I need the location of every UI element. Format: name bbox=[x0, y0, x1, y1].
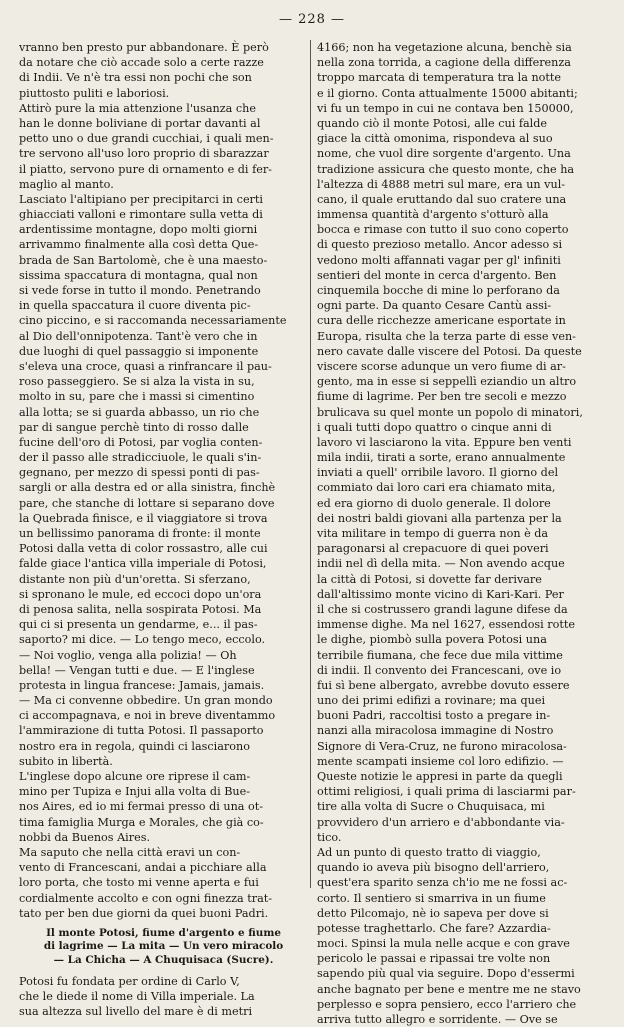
text-line: moci. Spinsi la mula nelle acque e con grave bbox=[317, 937, 570, 951]
text-line: si vede forse in tutto il mondo. Penetrando bbox=[19, 284, 261, 297]
text-line: la Quebrada finisce, e il viaggiatore si trova bbox=[19, 511, 268, 525]
text-line: provvidero d'un arriero e d'abbondante via- bbox=[317, 815, 565, 829]
text-line: — La Chicha — A Chuquisaca (Sucre). bbox=[53, 954, 274, 967]
text-line: potesse traghettarlo. Che fare? Azzardia- bbox=[317, 921, 551, 935]
text-line: vedono molti affannati vagar per gl' infiniti bbox=[317, 253, 561, 267]
left-text-block-continued bbox=[19, 974, 308, 1020]
text-line: dei nostri baldi giovani alla partenza per la bbox=[317, 511, 562, 525]
text-line: giace la città omonima, rispondeva al suo bbox=[317, 132, 553, 146]
text-line: troppo marcata di temperatura tra la notte bbox=[317, 71, 562, 85]
text-line: perplesso e sopra pensiero, ecco l'arriero che bbox=[317, 997, 577, 1011]
text-line: inviati a quell' orribile lavoro. Il giorno del bbox=[317, 466, 559, 480]
text-line: buoni Padri, raccoltisi tosto a pregare in- bbox=[317, 709, 551, 723]
text-line: maglio al manto. bbox=[19, 177, 114, 191]
text-line: di indii. Il convento dei Francescani, ove io bbox=[317, 663, 562, 677]
text-line: commiato dai loro cari era chiamato mita, bbox=[317, 481, 556, 495]
left-text-block bbox=[19, 40, 308, 921]
text-line: Il monte Potosi, fiume d'argento e fiume bbox=[46, 926, 281, 939]
text-line: paragonarsi al crepacuore di quei poveri bbox=[317, 542, 549, 556]
text-line: sentieri del monte in cerca d'argento. Ben bbox=[317, 268, 557, 282]
text-line: ed era giorno di duolo generale. Il dolore bbox=[317, 496, 551, 510]
text-line: loro porta, che tosto mi venne aperta e fui bbox=[19, 876, 259, 890]
text-line: — Noi voglio, venga alla polizia! — Oh bbox=[19, 648, 237, 662]
text-line: vita militare in tempo di guerra non è da bbox=[317, 527, 549, 540]
text-line: quando io aveva più bisogno dell'arriero, bbox=[317, 861, 550, 875]
text-line: L'inglese dopo alcune ore riprese il cam- bbox=[19, 770, 251, 783]
text-line: detto Pilcomajo, nè io sapeva per dove si bbox=[317, 906, 549, 920]
text-line: di lagrime — La mita — Un vero miracolo bbox=[43, 940, 284, 953]
text-line: Europa, risulta che la terza parte di esse ven- bbox=[317, 329, 576, 343]
text-line: ghiacciati valloni e rimontare sulla vetta di bbox=[19, 208, 263, 222]
text-line: pericolo le passai e ripassai tre volte non bbox=[317, 952, 551, 966]
text-line: nobbi da Buenos Aires. bbox=[19, 830, 150, 844]
text-line: l'ammirazione di tutta Potosi. Il passaporto bbox=[19, 724, 264, 738]
text-line: piuttosto puliti e laboriosi. bbox=[19, 86, 170, 100]
text-line: due luoghi di quel passaggio si imponente bbox=[19, 344, 259, 358]
text-line: mino per Tupiza e Injui alla volta di Bue- bbox=[19, 785, 251, 799]
text-line: petto uno o due grandi cucchiai, i quali men- bbox=[19, 132, 274, 146]
text-line: uno dei primi edifizi a rovinare; ma quei bbox=[317, 694, 546, 708]
text-line: distante non più d'un'oretta. Si sferzano, bbox=[19, 572, 251, 586]
text-line: viscere scorse adunque un vero fiume di ar- bbox=[317, 359, 566, 373]
text-line: brada de San Bartolomè, che è una maesto- bbox=[19, 253, 268, 267]
text-line: ci accompagnava, e noi in breve diventammo bbox=[19, 709, 276, 723]
text-line: Queste notizie le appresi in parte da quegli bbox=[317, 770, 563, 783]
column-divider bbox=[310, 40, 311, 888]
text-line: un bellissimo panorama di fronte: il monte bbox=[19, 527, 261, 540]
text-line: par di sangue perchè tinto di rosso dalle bbox=[19, 420, 249, 434]
text-line: quando ciò il monte Potosi, alle cui falde bbox=[317, 116, 548, 130]
text-line: cino piccino, e si raccomanda necessariamente bbox=[19, 314, 287, 328]
text-line: bella! — Vengan tutti e due. — E l'inglese bbox=[19, 663, 255, 677]
text-line: sissima spaccatura di montagna, qual non bbox=[19, 268, 258, 282]
text-line: corto. Il sentiero si smarriva in un fiume bbox=[317, 891, 546, 905]
text-line: cinquemila bocche di mine lo perforano da bbox=[317, 284, 560, 297]
text-line: immensa quantità d'argento s'otturò alla bbox=[317, 208, 549, 222]
text-line: lavoro vi lasciarono la vita. Eppure ben venti bbox=[317, 435, 572, 449]
text-line: sua altezza sul livello del mare è di metri bbox=[19, 1005, 253, 1019]
text-line: ardentissime montagne, dopo molti giorni bbox=[19, 223, 258, 237]
text-line: da notare che ciò accade solo a certe razze bbox=[19, 56, 264, 70]
text-line: ogni parte. Da quanto Cesare Cantù assi- bbox=[317, 299, 552, 313]
text-line: dall'altissimo monte vicino di Kari-Kari. Per bbox=[317, 587, 564, 601]
text-line: che le diede il nome di Villa imperiale. La bbox=[19, 989, 255, 1003]
text-line: saporto? mi dice. — Lo tengo meco, eccolo. bbox=[19, 633, 266, 647]
text-line: fiume di lagrime. Per ben tre secoli e mezzo bbox=[317, 390, 567, 404]
text-line: di questo prezioso metallo. Ancor adesso si bbox=[317, 238, 563, 252]
text-line: 4166; non ha vegetazione alcuna, benchè sia bbox=[317, 41, 572, 54]
text-line: i quali tutti dopo quattro o cinque anni di bbox=[317, 420, 552, 434]
text-line: der il passo alle stradicciuole, le quali s'in- bbox=[19, 451, 262, 465]
right-text-block bbox=[317, 40, 606, 1027]
text-line: — Ma ci convenne obbedire. Un gran mondo bbox=[19, 694, 273, 708]
text-line: nos Aires, ed io mi fermai presso di una ot- bbox=[19, 800, 264, 814]
text-line: si spronano le mule, ed eccoci dopo un'ora bbox=[19, 587, 262, 601]
text-line: han le donne boliviane di portar davanti al bbox=[19, 116, 261, 130]
text-line: Attirò pure la mia attenzione l'usanza che bbox=[19, 101, 256, 115]
text-line: tico. bbox=[317, 830, 342, 844]
text-line: anche bagnato per bene e mentre me ne stavo bbox=[317, 982, 581, 996]
text-line: nero cavate dalle viscere del Potosi. Da queste bbox=[317, 344, 582, 358]
text-line: e il giorno. Conta attualmente 15000 abitanti; bbox=[317, 86, 578, 100]
text-line: pare, che stanche di lottare si separano dove bbox=[19, 496, 275, 510]
text-line: Ad un punto di questo tratto di viaggio, bbox=[317, 845, 541, 859]
text-line: sapendo più qual via seguire. Dopo d'essermi bbox=[317, 967, 575, 981]
text-line: vi fu un tempo in cui ne contava ben 150000, bbox=[317, 101, 574, 115]
text-line: tre servono all'uso loro proprio di sbarazzar bbox=[19, 147, 269, 161]
text-line: Signore di Vera-Cruz, ne furono miracolosa- bbox=[317, 739, 567, 753]
text-line: protesta in lingua francese: Jamais, jamais. bbox=[19, 678, 265, 692]
text-line: il che si costrussero grandi lagune difese da bbox=[317, 602, 568, 616]
text-line: mila indii, tirati a sorte, erano annualmente bbox=[317, 451, 566, 465]
text-line: cordialmente accolto e con ogni finezza trat- bbox=[19, 891, 273, 905]
text-line: le dighe, piombò sulla povera Potosi una bbox=[317, 633, 547, 647]
left-column bbox=[19, 40, 308, 1019]
text-line: nostro era in regola, quindi ci lasciarono bbox=[19, 739, 250, 753]
text-line: cano, il quale eruttando dal suo cratere una bbox=[317, 192, 567, 206]
text-line: subito in libertà. bbox=[19, 754, 113, 768]
text-line: molto in su, pare che i massi si cimentino bbox=[19, 390, 255, 404]
text-line: di Indii. Ve n'è tra essi non pochi che son bbox=[19, 71, 252, 85]
text-line: alla lotta; se si guarda abbasso, un rio che bbox=[19, 405, 260, 419]
text-line: tima famiglia Murga e Morales, che già co- bbox=[19, 815, 264, 829]
text-line: l'altezza di 4888 metri sul mare, era un vul- bbox=[317, 177, 566, 191]
text-line: tato per ben due giorni da quei buoni Padri. bbox=[19, 906, 269, 920]
text-line: Lasciato l'altipiano per precipitarci in certi bbox=[19, 192, 263, 206]
text-line: indii nel dì della mita. — Non avendo acque bbox=[317, 557, 565, 571]
right-column bbox=[317, 40, 606, 1027]
section-heading bbox=[19, 927, 308, 968]
text-line: nome, che vuol dire sorgente d'argento. Una bbox=[317, 147, 571, 161]
text-line: Potosi fu fondata per ordine di Carlo V, bbox=[19, 974, 240, 988]
text-line: vranno ben presto pur abbandonare. È però bbox=[19, 41, 269, 54]
text-line: falde giace l'antica villa imperiale di Potosi, bbox=[19, 557, 267, 571]
text-line: mente scampati insieme col loro edifizio. — bbox=[317, 754, 564, 768]
text-line: in quella spaccatura il cuore diventa pic- bbox=[19, 299, 251, 313]
text-line: immense dighe. Ma nel 1627, essendosi rotte bbox=[317, 618, 576, 632]
text-line: bocca e rimase con tutto il suo cono coperto bbox=[317, 223, 569, 237]
text-line: al Dio dell'onnipotenza. Tant'è vero che in bbox=[19, 329, 258, 343]
text-line: Ma saputo che nella città eravi un con- bbox=[19, 845, 241, 859]
text-line: arrivammo finalmente alla così detta Que- bbox=[19, 238, 259, 252]
text-line: sargli or alla destra ed or alla sinistra, finchè bbox=[19, 481, 276, 495]
text-line: arriva tutto allegro e sorridente. — Ove se bbox=[317, 1013, 558, 1026]
text-line: brulicava su quel monte un popolo di minatori, bbox=[317, 405, 583, 419]
text-line: gegnano, per mezzo di spessi ponti di pas- bbox=[19, 466, 260, 480]
text-line: s'eleva una croce, quasi a rinfrancare il pau- bbox=[19, 359, 272, 373]
text-line: tire alla volta di Sucre o Chuquisaca, mi bbox=[317, 800, 545, 814]
text-line: di penosa salita, nella sospirata Potosi. Ma bbox=[19, 602, 262, 616]
page-number: — 228 — bbox=[278, 12, 346, 27]
text-line: roso passeggiero. Se si alza la vista in su, bbox=[19, 375, 255, 389]
text-line: gento, ma in esse si seppellì eziandio un altro bbox=[317, 375, 577, 389]
text-line: fui sì bene albergato, avrebbe dovuto essere bbox=[317, 678, 570, 692]
text-line: Potosi dalla vetta di color rossastro, alle cui bbox=[19, 542, 268, 556]
text-line: cura delle ricchezze americane esportate in bbox=[317, 314, 566, 328]
text-line: nanzi alla miracolosa immagine di Nostro bbox=[317, 724, 554, 738]
text-line: qui ci si presenta un gendarme, e... il pas- bbox=[19, 618, 258, 632]
text-line: ottimi religiosi, i quali prima di lasciarmi par- bbox=[317, 785, 576, 799]
text-line: tradizione assicura che questo monte, che ha bbox=[317, 162, 575, 176]
text-line: terribile fiumana, che fece due mila vittime bbox=[317, 648, 563, 662]
text-line: quest'era sparito senza ch'io me ne fossi ac- bbox=[317, 876, 568, 890]
text-line: il piatto, servono pure di ornamento e di fer- bbox=[19, 162, 272, 176]
text-line: la città di Potosi, si dovette far derivare bbox=[317, 572, 542, 586]
text-line: vento di Francescani, andai a picchiare alla bbox=[19, 861, 267, 875]
text-line: nella zona torrida, a cagione della differenza bbox=[317, 56, 571, 70]
text-line: fucine dell'oro di Potosi, par voglia conten- bbox=[19, 435, 263, 449]
